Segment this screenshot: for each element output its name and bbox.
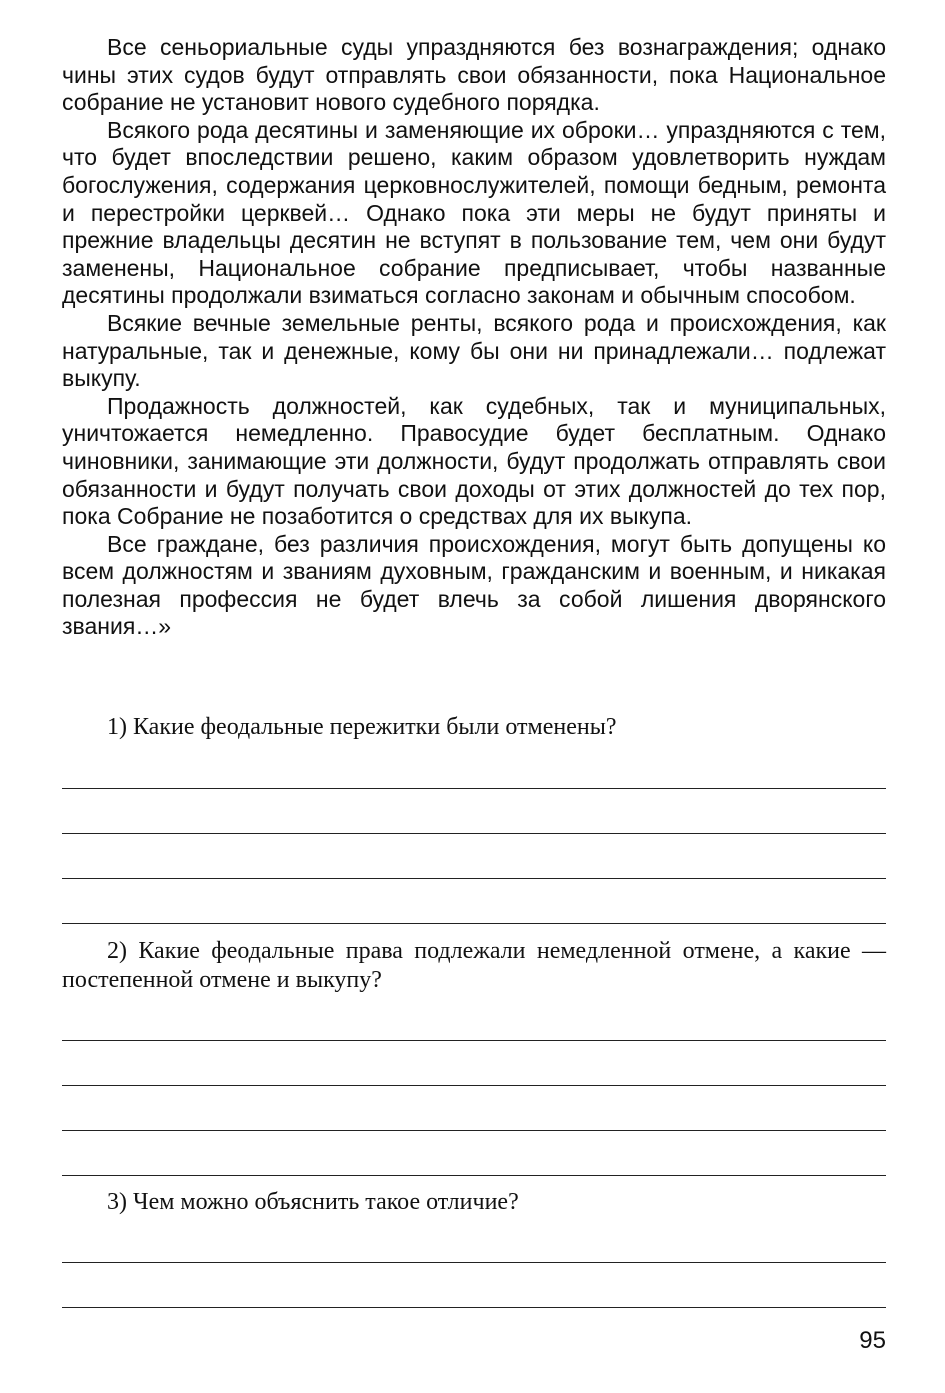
- answer-line-q1-2[interactable]: [62, 833, 886, 834]
- excerpt-paragraph-1: Все сеньориальные суды упраздняются без вознаграждения; однако чины этих судов будут отправлять свои обязанности, пока Национальное собрание не установит нового судебного порядка.: [62, 34, 886, 116]
- answer-line-q2-4[interactable]: [62, 1175, 886, 1176]
- question-1: 1) Какие феодальные пережитки были отменены?: [107, 714, 617, 740]
- question-3: 3) Чем можно объяснить такое отличие?: [107, 1189, 519, 1215]
- answer-line-q1-3[interactable]: [62, 878, 886, 879]
- answer-line-q3-1[interactable]: [62, 1262, 886, 1263]
- answer-line-q1-4[interactable]: [62, 923, 886, 924]
- excerpt-paragraph-3: Всякие вечные земельные ренты, всякого рода и происхождения, как натуральные, так и денежные, кому бы они ни принадлежали… подлежат выкупу.: [62, 309, 886, 392]
- answer-line-q2-2[interactable]: [62, 1085, 886, 1086]
- answer-line-q1-1[interactable]: [62, 788, 886, 789]
- answer-line-q2-1[interactable]: [62, 1040, 886, 1041]
- document-excerpt: [62, 34, 886, 641]
- answer-line-q3-2[interactable]: [62, 1307, 886, 1308]
- page-number: 95: [859, 1327, 886, 1354]
- excerpt-paragraph-2: Всякого рода десятины и заменяющие их оброки… упраздняются с тем, что будет впоследствии решено, каким образом удовлетворить нуждам богослужения, содержания церковнослужителей, помощи бедным, ремонта и перестройки церквей… Однако пока эти меры не будут приняты и прежние владельцы десятин не вступят в пользование тем, чем они будут заменены, Национальное собрание предписывает, чтобы названные десятины продолжали взиматься согласно законам и обычным способом.: [62, 116, 886, 309]
- question-2: 2) Какие феодальные права подлежали немедленной отмене, а какие — постепенной отмене и выкупу?: [62, 938, 886, 993]
- answer-line-q2-3[interactable]: [62, 1130, 886, 1131]
- excerpt-paragraph-4: Продажность должностей, как судебных, так и муниципальных, уничтожается немедленно. Правосудие будет бесплатным. Однако чиновники, занимающие эти должности, будут продолжать отправлять свои обязанности и будут получать свои доходы от этих должностей до тех пор, пока Собрание не позаботится о средствах для их выкупа.: [62, 392, 886, 530]
- excerpt-paragraph-5: Все граждане, без различия происхождения, могут быть допущены ко всем должностям и званиям духовным, гражданским и военным, и никакая полезная профессия не будет влечь за собой лишения дворянского звания…»: [62, 530, 886, 640]
